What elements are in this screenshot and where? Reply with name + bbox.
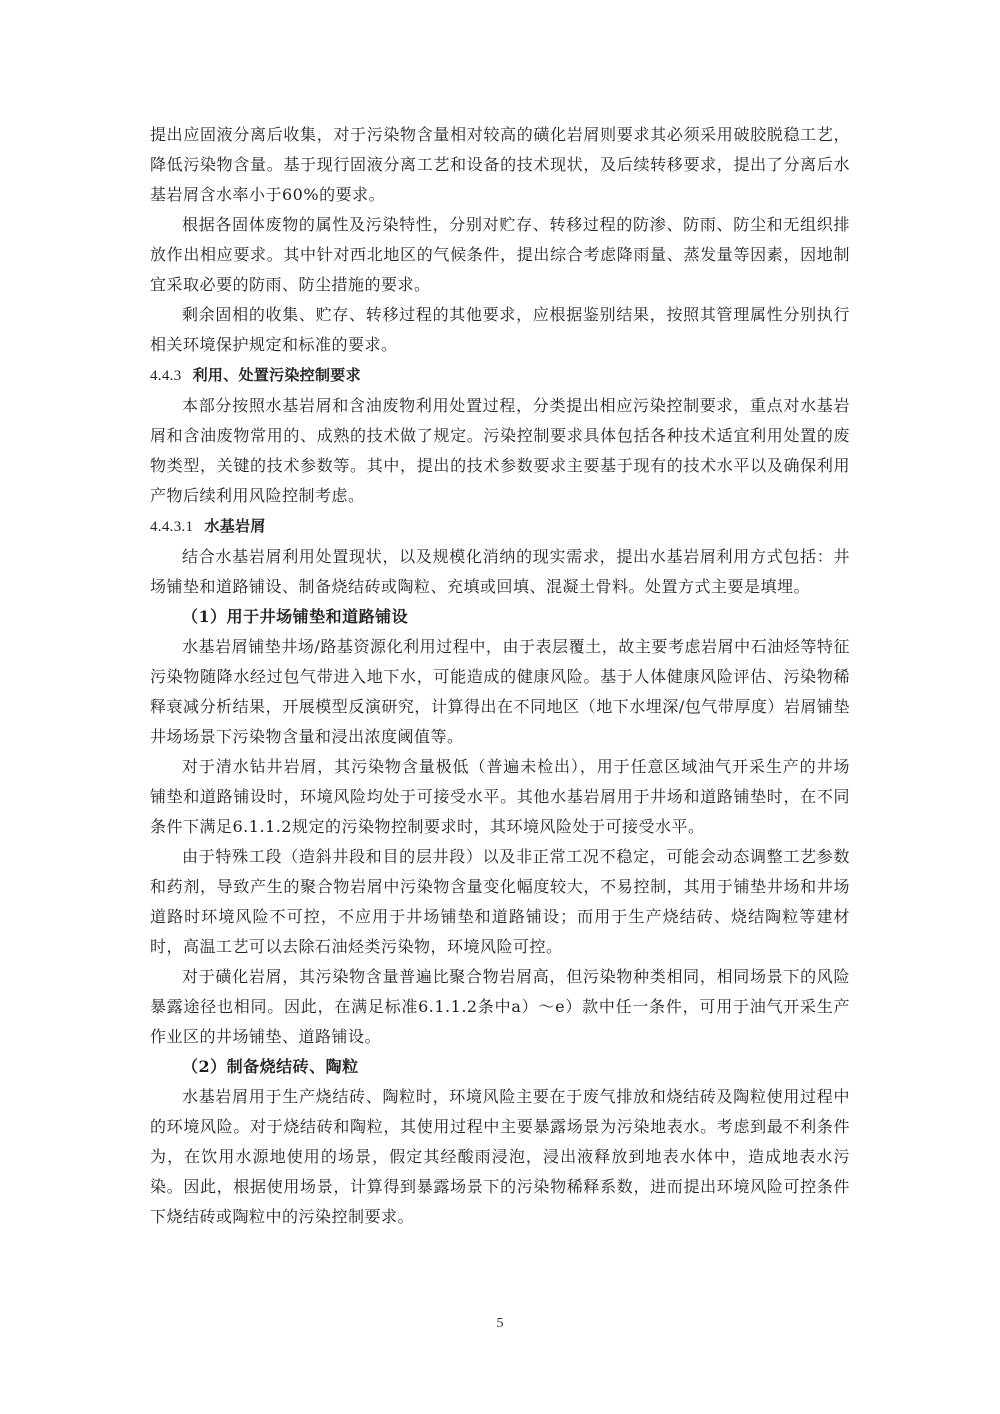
paragraph-well-site-4: 对于磺化岩屑，其污染物含量普遍比聚合物岩屑高，但污染物种类相同，相同场景下的风险暴露途径也相同。因此，在满足标准6.1.1.2条中a）～e）款中任一条件，可用于油气开采生产作业区的井场铺垫、道路铺设。 [150, 967, 850, 1046]
paragraph-remaining-solids: 剩余固相的收集、贮存、转移过程的其他要求，应根据鉴别结果，按照其管理属性分别执行相关环境保护规定和标准的要求。 [150, 305, 850, 354]
paragraph-continued: 提出应固液分离后收集，对于污染物含量相对较高的磺化岩屑则要求其必须采用破胶脱稳工艺，降低污染物含量。基于现行固液分离工艺和设备的技术现状，及后续转移要求，提出了分离后水基岩屑含水率小于60%的要求。 [150, 125, 850, 204]
paragraph-storage-transfer: 根据各固体废物的属性及污染特性，分别对贮存、转移过程的防渗、防雨、防尘和无组织排放作出相应要求。其中针对西北地区的气候条件，提出综合考虑降雨量、蒸发量等因素，因地制宜采取必要的防雨、防尘措施的要求。 [150, 215, 850, 294]
paragraph-sintered-brick-1: 水基岩屑用于生产烧结砖、陶粒时，环境风险主要在于废气排放和烧结砖及陶粒使用过程中的环境风险。对于烧结砖和陶粒，其使用过程中主要暴露场景为污染地表水。考虑到最不利条件为，在饮用水源地使用的场景，假定其经酸雨浸泡，浸出液释放到地表水体中，造成地表水污染。因此，根据使用场景，计算得到暴露场景下的污染物稀释系数，进而提出环境风险可控条件下烧结砖或陶粒中的污染控制要求。 [150, 1087, 850, 1226]
section-heading-4-4-3 [150, 360, 850, 391]
page-number: 5 [496, 1316, 504, 1331]
paragraph-well-site-3: 由于特殊工段（造斜井段和目的层井段）以及非正常工况不稳定，可能会动态调整工艺参数和药剂，导致产生的聚合物岩屑中污染物含量变化幅度较大，不易控制，其用于铺垫井场和井场道路时环境风险不可控，不应用于井场铺垫和道路铺设；而用于生产烧结砖、烧结陶粒等建材时，高温工艺可以去除石油烃类污染物，环境风险可控。 [150, 847, 850, 956]
paragraph-well-site-2: 对于清水钻井岩屑，其污染物含量极低（普遍未检出），用于任意区域油气开采生产的井场铺垫和道路铺设时，环境风险均处于可接受水平。其他水基岩屑用于井场和道路铺垫时，在不同条件下满足6.1.1.2规定的污染物控制要求时，其环境风险处于可接受水平。 [150, 757, 850, 836]
section-heading-4-4-3-1 [150, 511, 850, 542]
section-number: 4.4.3 [150, 368, 182, 384]
section-title: 利用、处置污染控制要求 [192, 366, 361, 384]
paragraph-section-intro: 本部分按照水基岩屑和含油废物利用处置过程，分类提出相应污染控制要求，重点对水基岩屑和含油废物常用的、成熟的技术做了规定。污染控制要求具体包括各种技术适宜利用处置的废物类型，关键的技术参数等。其中，提出的技术参数要求主要基于现有的技术水平以及确保利用产物后续利用风险控制考虑。 [150, 396, 850, 505]
subheading-sintered-brick: （2）制备烧结砖、陶粒 [182, 1057, 359, 1076]
subsection-number: 4.4.3.1 [150, 519, 194, 535]
page-content [150, 120, 850, 1232]
subheading-well-site-paving: （1）用于井场铺垫和道路铺设 [182, 607, 409, 626]
paragraph-subsection-intro: 结合水基岩屑利用处置现状，以及规模化消纳的现实需求，提出水基岩屑利用方式包括：井场铺垫和道路铺设、制备烧结砖或陶粒、充填或回填、混凝土骨料。处置方式主要是填埋。 [150, 547, 850, 596]
subsection-title: 水基岩屑 [204, 517, 266, 535]
paragraph-well-site-1: 水基岩屑铺垫井场/路基资源化利用过程中，由于表层覆土，故主要考虑岩屑中石油烃等特征污染物随降水经过包气带进入地下水，可能造成的健康风险。基于人体健康风险评估、污染物稀释衰减分析结果，开展模型反演研究，计算得出在不同地区（地下水埋深/包气带厚度）岩屑铺垫井场场景下污染物含量和浸出浓度阈值等。 [150, 637, 850, 746]
